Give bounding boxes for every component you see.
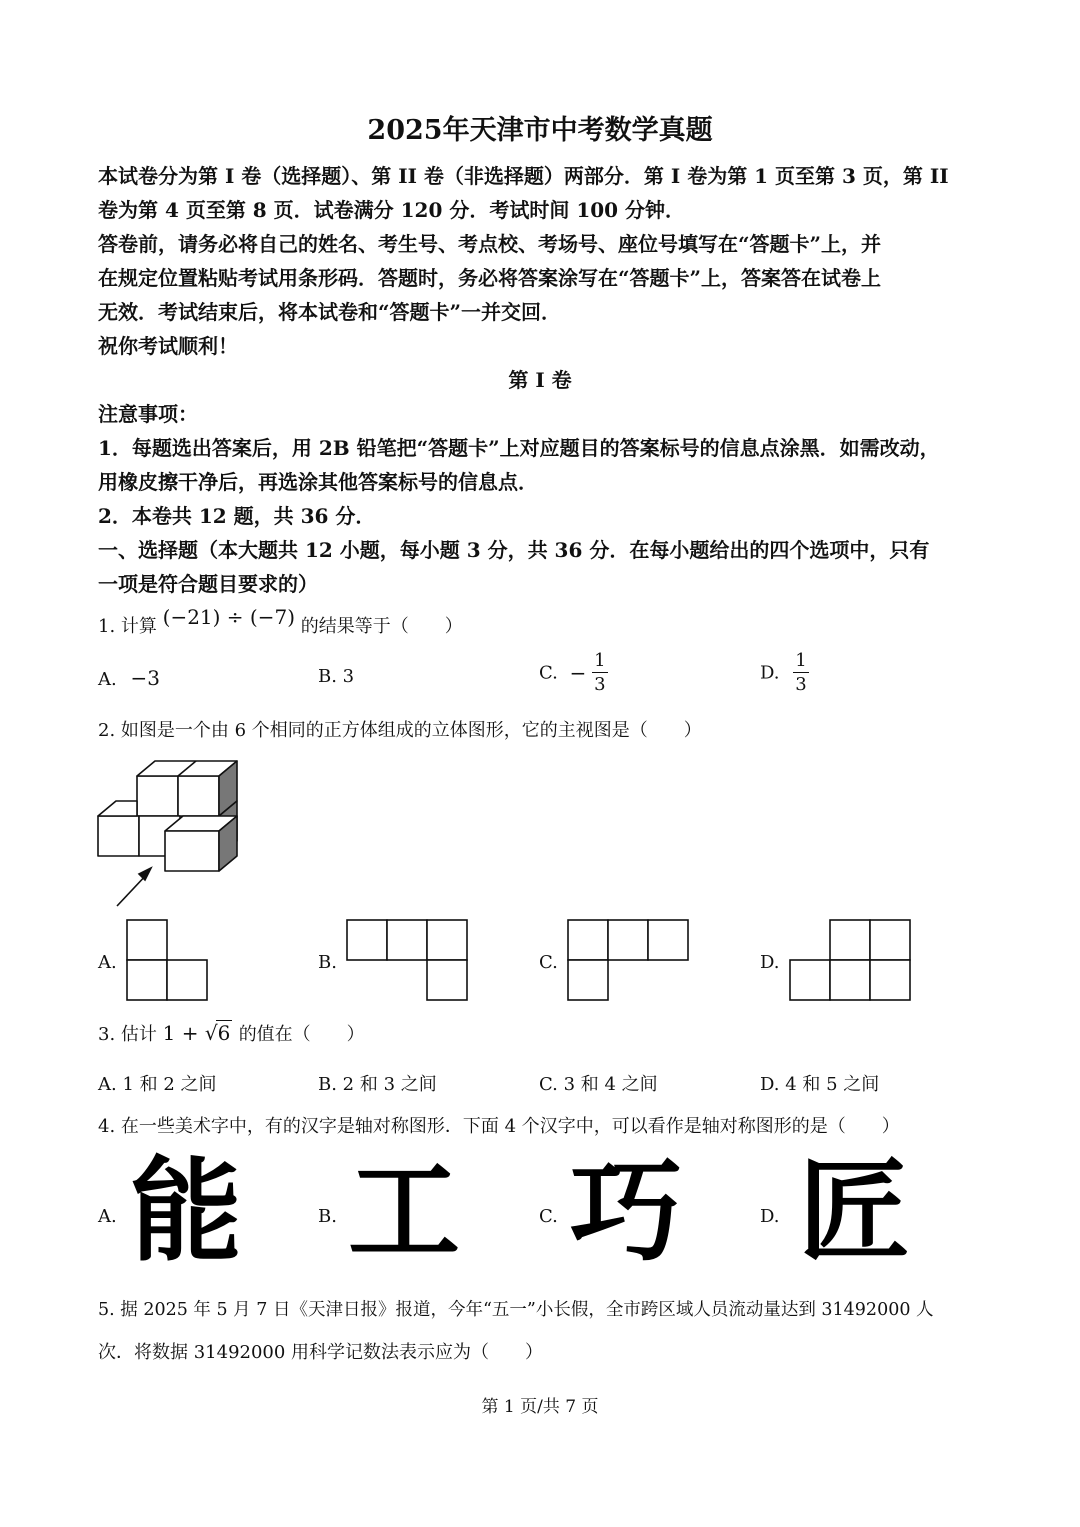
q1-option-d-label: D. bbox=[760, 662, 780, 684]
question-1-expression: (−21) ÷ (−7) bbox=[162, 605, 296, 629]
question-3-expression bbox=[163, 1021, 239, 1045]
q1-option-c-label: C. bbox=[539, 662, 558, 684]
q4-option-b-label[interactable]: B. bbox=[318, 1206, 337, 1227]
q2-solid-figure bbox=[95, 758, 245, 910]
section-heading: 第 I 卷 bbox=[508, 368, 572, 392]
question-3 bbox=[98, 1020, 365, 1046]
q2-option-b-label[interactable]: B. bbox=[318, 952, 337, 973]
q3-option-c[interactable]: C. 3 和 4 之间 bbox=[539, 1074, 658, 1095]
q2-figure-cube-face bbox=[178, 776, 219, 816]
q2-option-d-label[interactable]: D. bbox=[760, 952, 780, 973]
q1-option-b[interactable] bbox=[318, 666, 354, 687]
intro-line-2: 卷为第 4 页至第 8 页．试卷满分 120 分．考试时间 100 分钟． bbox=[98, 198, 686, 222]
q1-option-c-fraction bbox=[592, 652, 607, 694]
question-5-line-2: 次．将数据 31492000 用科学记数法表示应为（ ） bbox=[98, 1342, 544, 1363]
intro-line-5: 无效．考试结束后，将本试卷和“答题卡”一并交回． bbox=[98, 300, 562, 324]
part-1-line-2: 一项是符合题目要求的） bbox=[98, 572, 318, 596]
intro-line-6: 祝你考试顺利！ bbox=[98, 334, 238, 358]
part-1-line-1: 一、选择题（本大题共 12 小题，每小题 3 分，共 36 分．在每小题给出的四个选项中，只有 bbox=[98, 538, 930, 562]
q4-option-c-character[interactable]: 巧 bbox=[570, 1147, 682, 1277]
q1-option-c[interactable] bbox=[539, 652, 608, 694]
question-5-line-1: 5. 据 2025 年 5 月 7 日《天津日报》报道，今年“五一”小长假，全市跨区域人员流动量达到 31492000 人 bbox=[98, 1300, 934, 1320]
q2-figure-cube-top bbox=[98, 801, 137, 816]
q2-figure-cube-face bbox=[165, 831, 219, 871]
q2-option-c-figure[interactable] bbox=[567, 919, 689, 1001]
question-3-expression-a: 1 + bbox=[162, 1021, 205, 1045]
q3-option-d[interactable]: D. 4 和 5 之间 bbox=[760, 1074, 880, 1095]
question-1 bbox=[98, 605, 463, 638]
q3-option-b[interactable]: B. 2 和 3 之间 bbox=[318, 1074, 437, 1095]
question-1-suffix: 的结果等于（ ） bbox=[300, 616, 463, 637]
q2-option-d-figure[interactable] bbox=[789, 919, 911, 1001]
q1-option-d-numerator: 1 bbox=[795, 650, 807, 671]
intro-line-1: 本试卷分为第 I 卷（选择题）、第 II 卷（非选择题）两部分．第 I 卷为第 1 页至第 3 页，第 II bbox=[98, 164, 949, 188]
q1-option-d-denominator: 3 bbox=[795, 674, 807, 695]
q2-figure-cube-face bbox=[137, 776, 178, 816]
q1-option-d-fraction bbox=[793, 652, 808, 694]
page-footer: 第 1 页/共 7 页 bbox=[481, 1397, 599, 1417]
q1-option-c-sign: − bbox=[569, 661, 587, 685]
q2-option-a-figure[interactable] bbox=[126, 919, 208, 1001]
question-3-prefix: 3. 估计 bbox=[98, 1024, 157, 1045]
q1-option-c-numerator: 1 bbox=[594, 650, 606, 671]
intro-line-4: 在规定位置粘贴考试用条形码．答题时，务必将答案涂写在“答题卡”上，答案答在试卷上 bbox=[98, 266, 882, 290]
note-2: 2．本卷共 12 题，共 36 分． bbox=[98, 504, 376, 528]
q1-option-a[interactable] bbox=[98, 666, 160, 690]
page-title: 2025年天津市中考数学真题 bbox=[367, 115, 713, 146]
sqrt-icon: √ bbox=[204, 1021, 218, 1045]
q2-option-a-label[interactable]: A. bbox=[98, 952, 117, 973]
question-4: 4. 在一些美术字中，有的汉字是轴对称图形．下面 4 个汉字中，可以看作是轴对称图形的是（ ） bbox=[98, 1116, 900, 1137]
q4-option-a-character[interactable]: 能 bbox=[130, 1147, 242, 1277]
question-1-prefix: 1. 计算 bbox=[98, 616, 157, 637]
q4-option-a-label[interactable]: A. bbox=[98, 1206, 117, 1227]
q2-figure-cube-face bbox=[98, 816, 139, 856]
notice-label: 注意事项： bbox=[98, 402, 198, 426]
q1-option-d[interactable] bbox=[760, 652, 809, 694]
q4-option-d-character[interactable]: 匠 bbox=[798, 1147, 910, 1277]
q3-option-a[interactable]: A. 1 和 2 之间 bbox=[98, 1074, 217, 1095]
q4-option-c-label[interactable]: C. bbox=[539, 1206, 558, 1227]
q2-option-b-figure[interactable] bbox=[346, 919, 468, 1001]
question-3-suffix: 的值在（ ） bbox=[238, 1024, 365, 1045]
q4-option-d-label[interactable]: D. bbox=[760, 1206, 780, 1227]
q2-view-arrow-head bbox=[139, 868, 151, 880]
note-1-line-2: 用橡皮擦干净后，再选涂其他答案标号的信息点． bbox=[98, 470, 538, 494]
q1-option-a-value: −3 bbox=[130, 666, 160, 690]
question-3-radicand: 6 bbox=[217, 1021, 231, 1045]
q2-option-c-label[interactable]: C. bbox=[539, 952, 558, 973]
q1-option-a-label: A. bbox=[98, 669, 117, 690]
q4-option-b-character[interactable]: 工 bbox=[348, 1147, 460, 1277]
q1-option-b-label: B. 3 bbox=[318, 666, 355, 687]
intro-line-3: 答卷前，请务必将自己的姓名、考生号、考点校、考场号、座位号填写在“答题卡”上，并 bbox=[98, 232, 882, 256]
q1-option-c-denominator: 3 bbox=[594, 674, 606, 695]
question-2: 2. 如图是一个由 6 个相同的正方体组成的立体图形，它的主视图是（ ） bbox=[98, 720, 702, 741]
note-1-line-1: 1．每题选出答案后，用 2B 铅笔把“答题卡”上对应题目的答案标号的信息点涂黑．如需改动， bbox=[98, 436, 940, 460]
